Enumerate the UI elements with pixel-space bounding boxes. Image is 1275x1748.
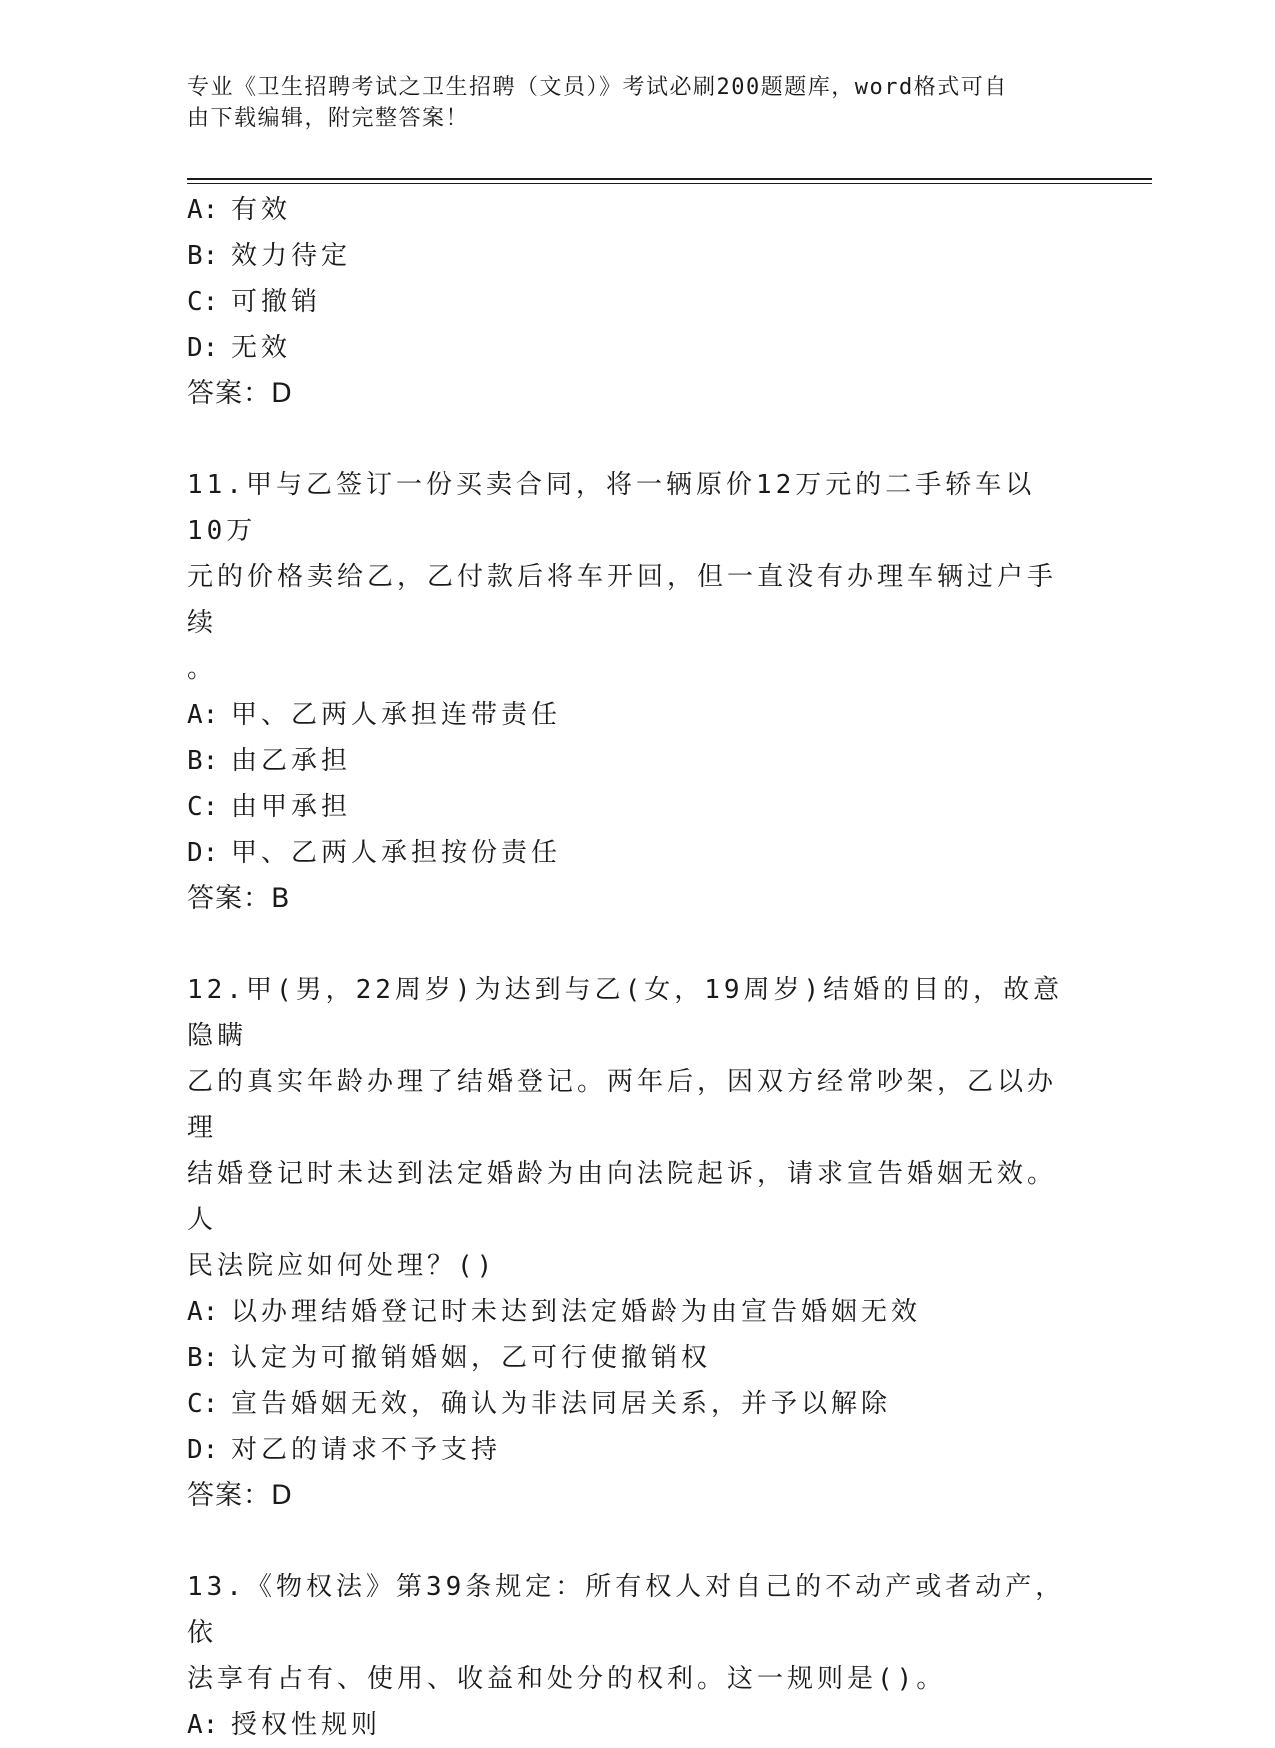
question-block-11	[187, 462, 1067, 922]
spacer	[187, 417, 1067, 462]
question-text-line: 11.甲与乙签订一份买卖合同，将一辆原价12万元的二手轿车以10万	[187, 470, 1036, 546]
option-d: D: 对乙的请求不予支持	[187, 1435, 502, 1465]
document-body	[187, 187, 1067, 1748]
option-b: B: 效力待定	[187, 241, 352, 271]
option-a: A: 有效	[187, 195, 292, 225]
option-a: A: 甲、乙两人承担连带责任	[187, 700, 562, 730]
header-line-2: 由下载编辑，附完整答案！	[187, 106, 470, 131]
header-divider-thick	[187, 178, 1152, 180]
option-c: C: 宣告婚姻无效，确认为非法同居关系，并予以解除	[187, 1389, 892, 1419]
option-a: A: 以办理结婚登记时未达到法定婚龄为由宣告婚姻无效	[187, 1297, 922, 1327]
question-block-13	[187, 1564, 1067, 1748]
question-block-continued	[187, 187, 1067, 417]
option-b: B: 认定为可撤销婚姻，乙可行使撤销权	[187, 1343, 712, 1373]
option-c: C: 由甲承担	[187, 792, 352, 822]
question-text-line: 民法院应如何处理？()	[187, 1251, 497, 1281]
question-text-line: 元的价格卖给乙，乙付款后将车开回，但一直没有办理车辆过户手续	[187, 562, 1058, 638]
question-text-line: 结婚登记时未达到法定婚龄为由向法院起诉，请求宣告婚姻无效。人	[187, 1159, 1058, 1235]
spacer	[187, 1519, 1067, 1564]
option-a: A: 授权性规则	[187, 1710, 382, 1740]
question-text-line: 12.甲(男，22周岁)为达到与乙(女，19周岁)结婚的目的，故意隐瞒	[187, 975, 1064, 1051]
document-header	[187, 72, 1067, 134]
option-d: D: 无效	[187, 333, 292, 363]
header-divider-thin	[187, 183, 1152, 184]
option-d: D: 甲、乙两人承担按份责任	[187, 838, 562, 868]
answer-line: 答案：D	[187, 1480, 293, 1511]
question-text-line: 。	[187, 654, 218, 684]
question-text-line: 乙的真实年龄办理了结婚登记。两年后，因双方经常吵架，乙以办理	[187, 1067, 1058, 1143]
question-text-line: 13.《物权法》第39条规定：所有权人对自己的不动产或者动产，依	[187, 1572, 1066, 1648]
question-block-12	[187, 967, 1067, 1519]
option-b: B: 由乙承担	[187, 746, 352, 776]
answer-line: 答案：B	[187, 883, 291, 914]
answer-line: 答案：D	[187, 378, 293, 409]
header-line-1: 专业《卫生招聘考试之卫生招聘（文员）》考试必刷200题题库，word格式可自	[187, 75, 1008, 100]
option-c: C: 可撤销	[187, 287, 322, 317]
spacer	[187, 922, 1067, 967]
question-text-line: 法享有占有、使用、收益和处分的权利。这一规则是()。	[187, 1664, 947, 1694]
